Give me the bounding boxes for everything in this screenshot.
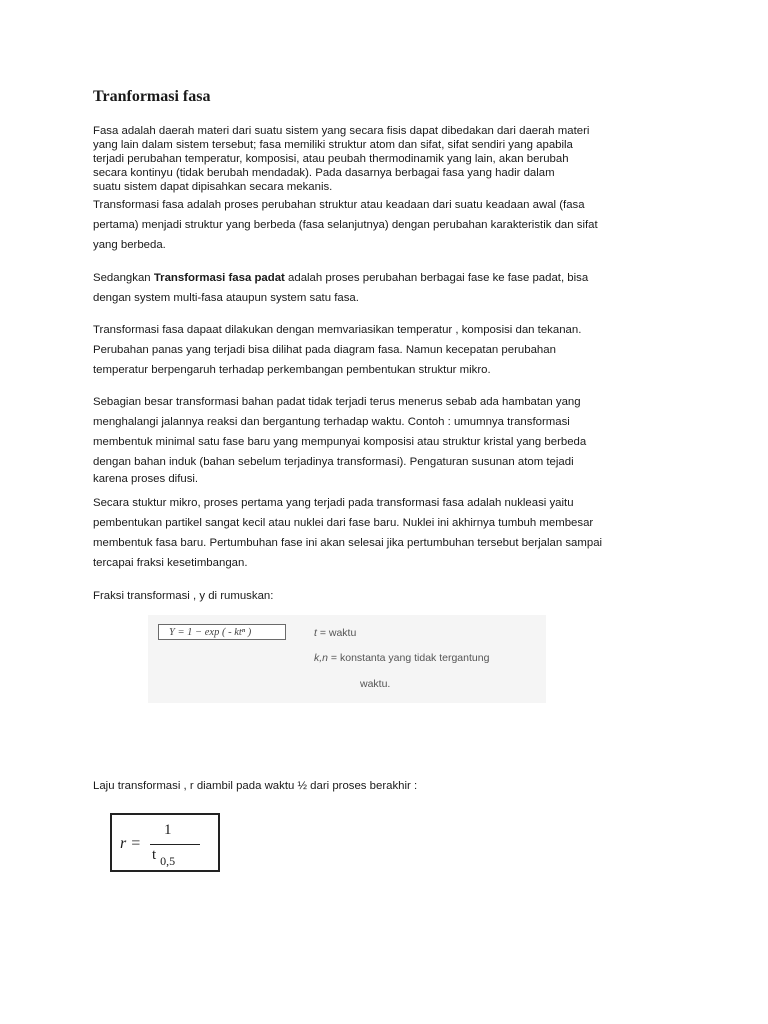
text-line: dengan system multi-fasa ataupun system satu fasa. xyxy=(93,292,359,304)
formula-numerator: 1 xyxy=(164,822,172,838)
legend-symbol: k,n xyxy=(314,652,329,664)
text-line: suatu sistem dapat dipisahkan secara mekanis. xyxy=(93,181,333,193)
text-run: adalah proses perubahan berbagai fase ke fase padat, bisa xyxy=(284,272,589,284)
formula-lhs: r = xyxy=(120,835,142,852)
text-line: Transformasi fasa adalah proses perubahan struktur atau keadaan dari suatu keadaan awal (fasa xyxy=(93,199,585,211)
paragraph-laju: Laju transformasi , r diambil pada waktu ½ dari proses berakhir : xyxy=(93,780,418,792)
paragraph-fraksi: Fraksi transformasi , y di rumuskan: xyxy=(93,590,274,602)
text-line: membentuk fasa baru. Pertumbuhan fase ini akan selesai jika pertumbuhan tersebut berjalan sampai xyxy=(93,537,603,549)
text-line: karena proses difusi. xyxy=(93,473,199,485)
text-line: yang berbeda. xyxy=(93,239,166,251)
formula-laju-box xyxy=(110,813,220,872)
text-line: Fasa adalah daerah materi dari suatu sistem yang secara fisis dapat dibedakan dari daerah materi xyxy=(93,125,590,137)
fraction-bar xyxy=(150,844,200,845)
paragraph-transformasi-fasa xyxy=(93,195,675,255)
legend-text: = waktu xyxy=(316,627,357,639)
text-line: yang lain dalam sistem tersebut; fasa memiliki struktur atom dan sifat, sifat sendiri yang apabila xyxy=(93,139,573,151)
text-line: pertama) menjadi struktur yang berbeda (fasa selanjutnya) dengan perubahan karakteristik dan sifat xyxy=(93,219,598,231)
legend-text: = konstanta yang tidak tergantung xyxy=(328,652,490,664)
legend-kn xyxy=(314,652,489,664)
legend-symbol: t xyxy=(314,627,317,639)
paragraph-hambatan xyxy=(93,392,675,486)
text-line xyxy=(93,268,675,288)
formula-denominator xyxy=(152,847,176,868)
denominator-symbol: t xyxy=(152,847,157,863)
paragraph-variasi xyxy=(93,320,675,380)
bold-term: Transformasi fasa padat xyxy=(153,272,285,284)
paragraph-fasa-padat xyxy=(93,268,675,308)
denominator-subscript: 0,5 xyxy=(160,854,176,868)
text-line: tercapai fraksi kesetimbangan. xyxy=(93,557,248,569)
text-line: Transformasi fasa dapaat dilakukan dengan memvariasikan temperatur , komposisi dan tekanan. xyxy=(93,324,582,336)
text-line: dengan bahan induk (bahan sebelum terjadinya transformasi). Pengaturan susunan atom tejadi xyxy=(93,456,574,468)
paragraph-fasa-definition xyxy=(93,124,675,194)
text-line: Secara stuktur mikro, proses pertama yang terjadi pada transformasi fasa adalah nukleasi yaitu xyxy=(93,497,574,509)
page-title: Tranformasi fasa xyxy=(93,88,211,105)
text-line: Sebagian besar transformasi bahan padat tidak terjadi terus menerus sebab ada hambatan yang xyxy=(93,396,581,408)
text-line: pembentukan partikel sangat kecil atau nuklei dari fase baru. Nuklei ini akhirnya tumbuh membesar xyxy=(93,517,594,529)
text-line: secara kontinyu (tidak berubah mendadak). Pada dasarnya berbagai fasa yang hadir dalam xyxy=(93,167,555,179)
text-line: menghalangi jalannya reaksi dan bergantung terhadap waktu. Contoh : umumnya transformasi xyxy=(93,416,570,428)
legend-t xyxy=(314,627,356,639)
paragraph-nukleasi xyxy=(93,493,675,573)
formula-fraksi-box: Y = 1 − exp ( - ktⁿ ) xyxy=(158,624,286,640)
text-line: temperatur berpengaruh terhadap perkembangan pembentukan struktur mikro. xyxy=(93,364,491,376)
text-line: membentuk minimal satu fase baru yang mempunyai komposisi atau struktur kristal yang berbeda xyxy=(93,436,587,448)
legend-kn-continued: waktu. xyxy=(360,678,391,690)
text-line: terjadi perubahan temperatur, komposisi, atau peubah thermodinamik yang lain, akan berubah xyxy=(93,153,569,165)
text-line: Perubahan panas yang terjadi bisa dilihat pada diagram fasa. Namun kecepatan perubahan xyxy=(93,344,556,356)
formula-fraksi-image xyxy=(148,615,546,703)
text-run: Sedangkan xyxy=(93,272,154,284)
